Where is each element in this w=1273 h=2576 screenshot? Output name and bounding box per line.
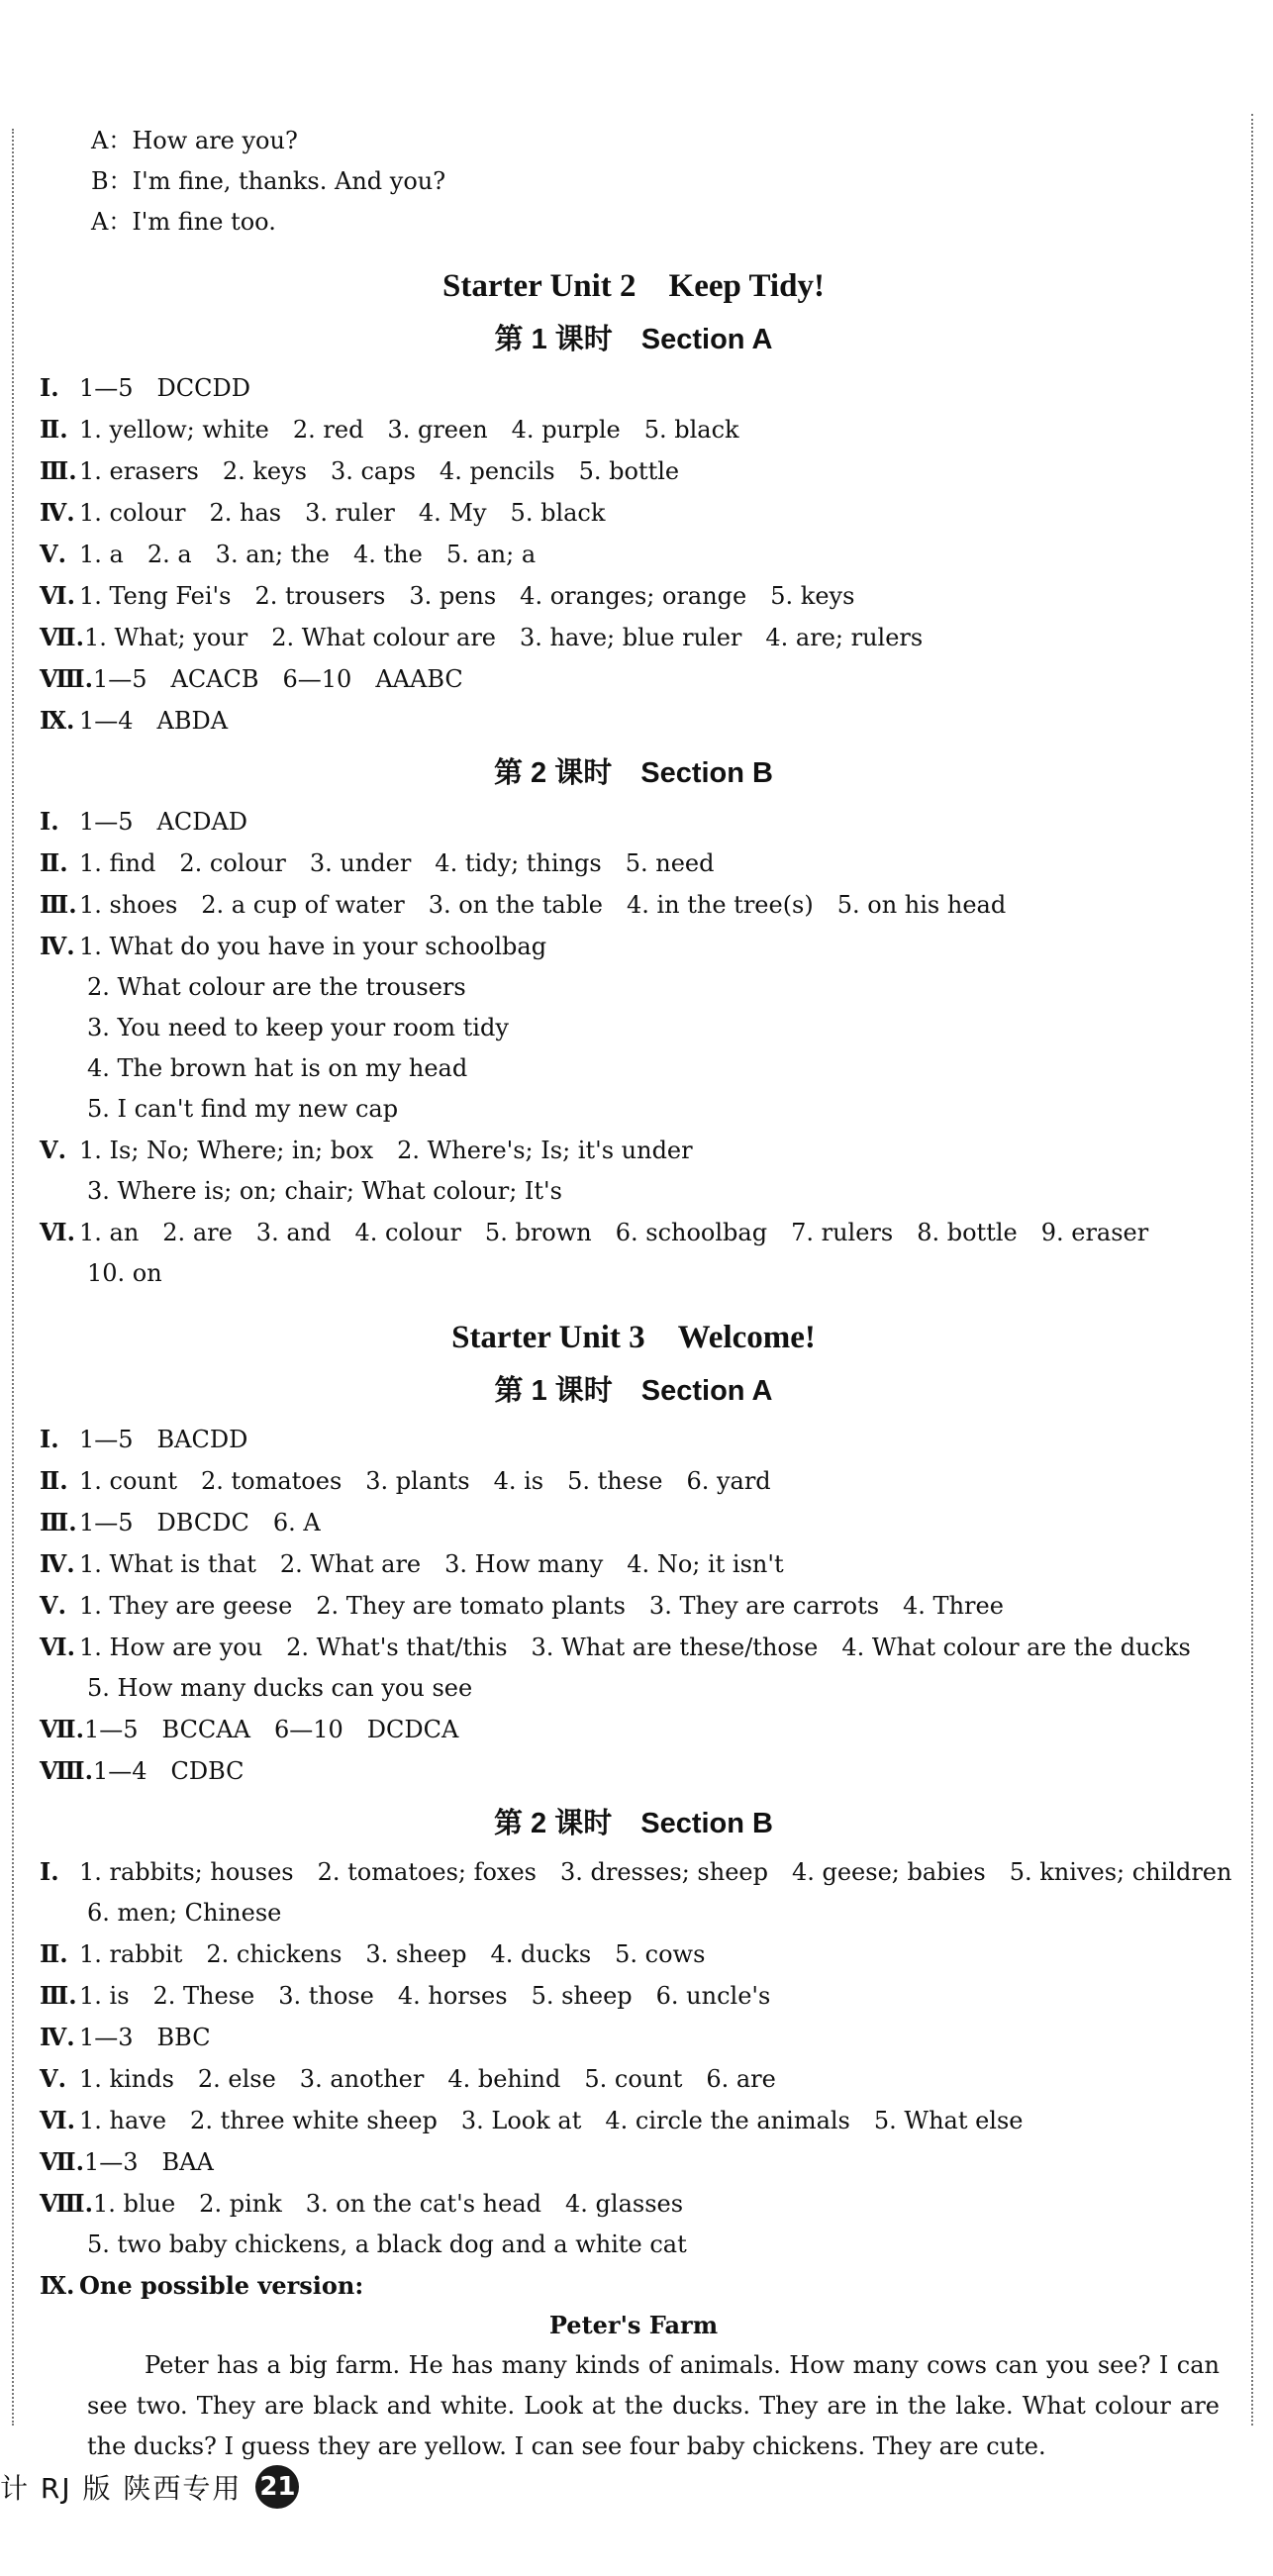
item-number: Ⅳ. [40, 932, 75, 960]
item-text: 1—4 CDBC [92, 1757, 245, 1785]
item-text: 1. is 2. These 3. those 4. horses 5. sheep 6. uncle's [79, 1982, 771, 2010]
answer-line [40, 1893, 1227, 1933]
unit2-section-b-title: 第 2 课时 Section B [494, 757, 773, 789]
intro-dialog [40, 121, 1227, 243]
page-footer [0, 2461, 299, 2513]
item-number: Ⅷ. [40, 2189, 93, 2218]
answer-line [40, 967, 1227, 1008]
answer-line [40, 1419, 1227, 1460]
item-text: 1. have 2. three white sheep 3. Look at 4. circle the animals 5. What else [79, 2107, 1024, 2134]
answer-line [40, 884, 1227, 926]
answer-line [40, 1212, 1227, 1253]
item-number: Ⅲ. [40, 1508, 77, 1536]
unit2-section-b-answers [40, 801, 1227, 1294]
answer-line [40, 617, 1227, 658]
item-number: Ⅵ. [40, 2106, 75, 2134]
essay-body: Peter has a big farm. He has many kinds of animals. How many cows can you see? I can see two. They are black and white. Look at the ducks. They are in the lake. What colour are the ducks? I guess they are yellow. I can see four baby chickens. They are cute. [87, 2351, 1220, 2460]
item-text: 1. Teng Fei's 2. trousers 3. pens 4. oranges; orange 5. keys [79, 582, 855, 610]
answer-line [40, 700, 1227, 742]
item-number: Ⅲ. [40, 1981, 77, 2010]
answer-line [40, 1130, 1227, 1171]
unit3-section-b-title: 第 2 课时 Section B [494, 1808, 773, 1839]
item-text: 1. What; your 2. What colour are 3. have; blue ruler 4. are; rulers [83, 624, 924, 651]
item-number: Ⅱ. [40, 415, 68, 444]
answer-line [40, 1089, 1227, 1130]
item-text: 6. men; Chinese [87, 1899, 282, 1927]
item-number: Ⅵ. [40, 1218, 75, 1246]
item-text: 1—5 DBCDC 6. A [79, 1509, 321, 1536]
unit2-section-a-title: 第 1 课时 Section A [494, 324, 773, 355]
answer-line [40, 1585, 1227, 1627]
dialog-line: A：How are you? [91, 127, 298, 154]
answer-line [40, 2225, 1227, 2265]
item-text: 1. shoes 2. a cup of water 3. on the table 4. in the tree(s) 5. on his head [79, 891, 1007, 919]
item-text: 3. Where is; on; chair; What colour; It's [87, 1177, 562, 1205]
answer-line [40, 1627, 1227, 1668]
item-number: Ⅳ. [40, 1549, 75, 1578]
item-text: 10. on [87, 1259, 162, 1287]
item-text: 1. What is that 2. What are 3. How many 4. No; it isn't [79, 1550, 784, 1578]
answer-line [40, 1933, 1227, 1975]
item-text: 1—5 DCCDD [79, 374, 250, 402]
answer-line [40, 450, 1227, 492]
item-number: Ⅴ. [40, 540, 66, 568]
unit2-title: Starter Unit 2 Keep Tidy! [442, 268, 825, 304]
answer-line [40, 1709, 1227, 1750]
answer-line [40, 409, 1227, 450]
item-text: 5. How many ducks can you see [87, 1674, 473, 1702]
item-number: Ⅲ. [40, 890, 77, 919]
item-number: Ⅷ. [40, 664, 93, 693]
item-number: Ⅰ. [40, 1425, 59, 1453]
answer-line [40, 1543, 1227, 1585]
item-text: 1—5 ACACB 6—10 AAABC [92, 665, 463, 693]
answer-line [40, 2183, 1227, 2225]
item-number: Ⅱ. [40, 1466, 68, 1495]
item-text: 1. Is; No; Where; in; box 2. Where's; Is; it's under [79, 1137, 693, 1164]
item-number: Ⅶ. [40, 1715, 84, 1743]
item-text: 1. yellow; white 2. red 3. green 4. purple 5. black [79, 416, 739, 444]
item-number: Ⅵ. [40, 581, 75, 610]
item-number: Ⅰ. [40, 373, 59, 402]
item-number: Ⅴ. [40, 1136, 66, 1164]
answer-line [40, 1975, 1227, 2017]
item-text: 1. What do you have in your schoolbag [79, 933, 547, 960]
item-number: Ⅷ. [40, 1756, 93, 1785]
answer-line [40, 801, 1227, 842]
essay-title: Peter's Farm [548, 2311, 719, 2339]
item-number: Ⅱ. [40, 848, 68, 877]
answer-content [40, 121, 1232, 2467]
item-text: 1. an 2. are 3. and 4. colour 5. brown 6. schoolbag 7. rulers 8. bottle 9. eraser [79, 1219, 1149, 1246]
item-number: Ⅴ. [40, 1591, 66, 1620]
answer-line [40, 1502, 1227, 1543]
dialog-line: A：I'm fine too. [91, 208, 276, 236]
item-text: 1—5 BCCAA 6—10 DCDCA [83, 1716, 459, 1743]
item-number: Ⅰ. [40, 807, 59, 836]
answer-line [40, 1008, 1227, 1048]
item-number: Ⅲ. [40, 456, 77, 485]
item-text: One possible version: [79, 2271, 364, 2300]
item-text: 1. rabbits; houses 2. tomatoes; foxes 3. dresses; sheep 4. geese; babies 5. knives; children [79, 1858, 1232, 1886]
answer-line [40, 2100, 1227, 2141]
item-text: 1—4 ABDA [79, 707, 229, 735]
item-text: 1—3 BBC [79, 2024, 211, 2051]
item-text: 1. They are geese 2. They are tomato plants 3. They are carrots 4. Three [79, 1592, 1004, 1620]
item-number: Ⅳ. [40, 2023, 75, 2051]
answer-line [40, 1048, 1227, 1089]
edition-label: 计 RJ 版 陕西专用 [0, 2472, 243, 2505]
right-dotted-border [1251, 114, 1253, 2426]
item-text: 5. two baby chickens, a black dog and a white cat [87, 2230, 687, 2258]
unit3-title: Starter Unit 3 Welcome! [451, 1320, 816, 1355]
item-text: 1. erasers 2. keys 3. caps 4. pencils 5. bottle [79, 457, 680, 485]
item-text: 1. a 2. a 3. an; the 4. the 5. an; a [79, 541, 537, 568]
answer-line [40, 842, 1227, 884]
item-number: Ⅶ. [40, 2147, 84, 2176]
item-text: 1. How are you 2. What's that/this 3. What are these/those 4. What colour are the ducks [79, 1634, 1191, 1661]
answer-line [40, 1851, 1232, 1893]
answer-line [40, 367, 1227, 409]
item-text: 1. rabbit 2. chickens 3. sheep 4. ducks 5. cows [79, 1940, 706, 1968]
item-number: Ⅵ. [40, 1633, 75, 1661]
item-text: 1—3 BAA [83, 2148, 214, 2176]
answer-line [40, 1668, 1227, 1709]
item-number: Ⅸ. [40, 706, 75, 735]
item-text: 1. colour 2. has 3. ruler 4. My 5. black [79, 499, 606, 527]
item-number: Ⅶ. [40, 623, 84, 651]
unit3-section-a-answers [40, 1419, 1227, 1792]
item-number: Ⅴ. [40, 2064, 66, 2093]
unit2-section-a-answers [40, 367, 1227, 742]
answer-line [40, 534, 1227, 575]
writing-task-label [40, 2265, 1227, 2306]
item-text: 3. You need to keep your room tidy [87, 1014, 509, 1041]
answer-line [40, 1253, 1227, 1294]
item-text: 5. I can't find my new cap [87, 1095, 399, 1123]
item-text: 1. count 2. tomatoes 3. plants 4. is 5. these 6. yard [79, 1467, 771, 1495]
answer-line [40, 1460, 1227, 1502]
answer-line [40, 492, 1227, 534]
left-dotted-border [12, 129, 14, 2426]
page-number-badge: 21 [255, 2465, 299, 2509]
answer-line [40, 575, 1227, 617]
item-text: 1. blue 2. pink 3. on the cat's head 4. glasses [92, 2190, 684, 2218]
answer-line [40, 1171, 1227, 1212]
item-text: 4. The brown hat is on my head [87, 1054, 468, 1082]
item-number: Ⅱ. [40, 1939, 68, 1968]
item-text: 1—5 ACDAD [79, 808, 248, 836]
answer-line [40, 658, 1227, 700]
unit3-section-b-answers [40, 1851, 1232, 2265]
item-number: Ⅳ. [40, 498, 75, 527]
answer-line [40, 2017, 1227, 2058]
item-number: Ⅰ. [40, 1857, 59, 1886]
answer-line [40, 1750, 1227, 1792]
answer-line [40, 926, 1227, 967]
unit3-section-a-title: 第 1 课时 Section A [494, 1375, 773, 1407]
answer-line [40, 2058, 1227, 2100]
answer-line [40, 2141, 1227, 2183]
item-text: 1. kinds 2. else 3. another 4. behind 5. count 6. are [79, 2065, 776, 2093]
item-text: 1. find 2. colour 3. under 4. tidy; things 5. need [79, 849, 715, 877]
item-text: 2. What colour are the trousers [87, 973, 466, 1001]
dialog-line: B：I'm fine, thanks. And you? [91, 167, 446, 195]
item-text: 1—5 BACDD [79, 1426, 248, 1453]
item-number: Ⅸ. [40, 2271, 75, 2300]
